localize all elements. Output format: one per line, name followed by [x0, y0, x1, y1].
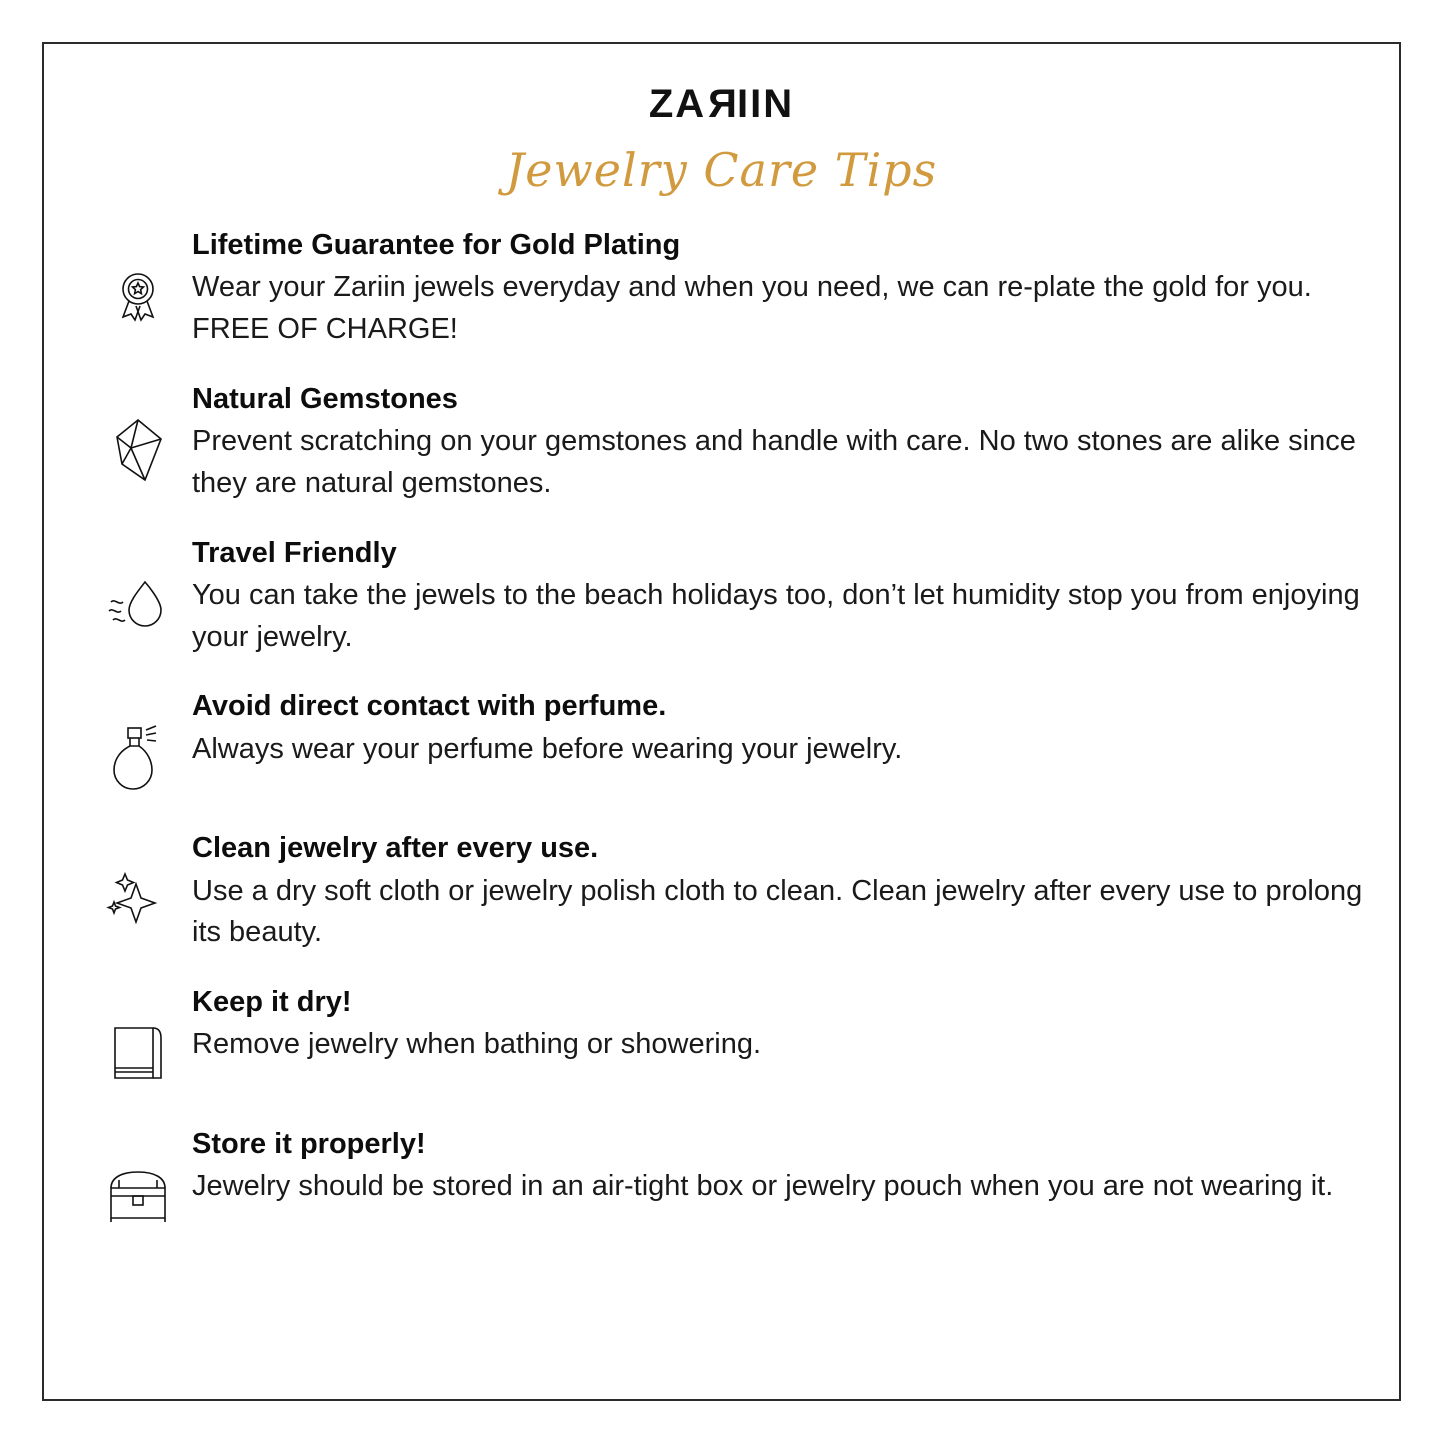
jewelry-box-icon — [84, 1126, 192, 1238]
water-drop-icon — [84, 535, 192, 647]
list-item — [84, 1126, 1377, 1238]
tip-title: Natural Gemstones — [192, 382, 458, 415]
gemstone-icon — [84, 381, 192, 493]
list-item — [84, 227, 1377, 351]
list-item — [84, 535, 1377, 659]
list-item — [84, 688, 1377, 800]
jewelry-care-card — [42, 42, 1401, 1401]
list-item — [84, 830, 1377, 954]
sparkle-icon — [84, 830, 192, 942]
tip-title: Store it properly! — [192, 1128, 426, 1160]
tip-body — [192, 227, 1377, 351]
brand-logo-part2: IIN — [737, 82, 795, 126]
tip-body — [192, 984, 1377, 1066]
tip-text: Remove jewelry when bathing or showering. — [192, 1028, 762, 1061]
tip-body — [192, 1126, 1377, 1208]
brand-logo-part1: ZA — [648, 82, 707, 126]
tip-text: You can take the jewels to the beach holidays too, don’t let humidity stop you from enjoying your jewelry. — [192, 578, 1360, 653]
brand-logo-flipped-r: R — [706, 82, 738, 126]
page-title: Jewelry Care Tips — [505, 143, 938, 197]
towel-icon — [84, 984, 192, 1096]
tip-text: Always wear your perfume before wearing your jewelry. — [192, 732, 903, 765]
award-badge-icon — [84, 227, 192, 339]
tip-title: Avoid direct contact with perfume. — [192, 690, 667, 723]
tip-body — [192, 688, 1377, 770]
tip-body — [192, 830, 1377, 954]
list-item — [84, 381, 1377, 505]
tip-text: Prevent scratching on your gemstones and handle with care. No two stones are alike since they are natural gemstones. — [192, 425, 1356, 499]
tip-text: Use a dry soft cloth or jewelry polish cloth to clean. Clean jewelry after every use to prolong its beauty. — [192, 874, 1363, 949]
tips-list — [44, 227, 1399, 1238]
tip-title: Lifetime Guarantee for Gold Plating — [192, 229, 681, 261]
tip-text: Wear your Zariin jewels everyday and when you need, we can re-plate the gold for you. FREE OF CHARGE! — [192, 271, 1312, 345]
list-item — [84, 984, 1377, 1096]
perfume-bottle-icon — [84, 688, 192, 800]
tip-text: Jewelry should be stored in an air-tight box or jewelry pouch when you are not wearing it. — [192, 1170, 1334, 1203]
tip-body — [192, 535, 1377, 659]
tip-title: Travel Friendly — [192, 536, 397, 569]
tip-title: Clean jewelry after every use. — [192, 832, 599, 865]
brand-logo — [44, 82, 1399, 127]
tip-title: Keep it dry! — [192, 986, 352, 1018]
tip-body — [192, 381, 1377, 505]
